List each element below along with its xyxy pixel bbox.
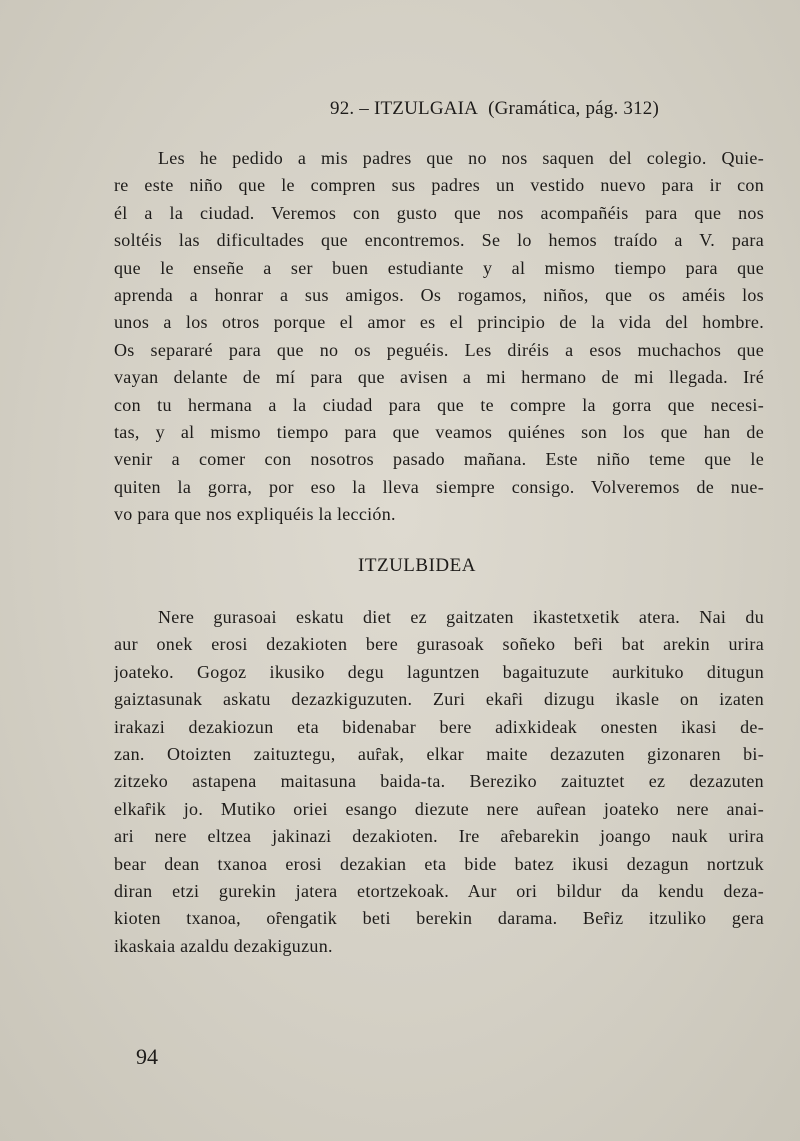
text-line: aur onek erosi dezakioten bere gurasoak soñeko beȓi bat arekin urira <box>114 634 764 655</box>
spanish-paragraph <box>114 145 764 529</box>
text-line: venir a comer con nosotros pasado mañana. Este niño teme que le <box>114 449 764 470</box>
text-line: unos a los otros porque el amor es el principio de la vida del hombre. <box>114 312 764 333</box>
text-line: irakazi dezakiozun eta bidenabar bere adixkideak onesten ikasi de- <box>114 716 764 737</box>
exercise-reference: (Gramática, pág. 312) <box>488 98 660 119</box>
text-line: diran etzi gurekin jatera etortzekoak. Aur ori bildur da kendu deza- <box>114 881 764 902</box>
text-line: quiten la gorra, por eso la lleva siempre consigo. Volveremos de nue- <box>114 476 764 497</box>
text-line: Les he pedido a mis padres que no nos saquen del colegio. Quie- <box>158 148 764 168</box>
text-line: bear dean txanoa erosi dezakian eta bide batez ikusi dezagun nortzuk <box>114 853 764 874</box>
text-line: zitzeko astapena maitasuna baida-ta. Bereziko zaituztet ez dezazuten <box>114 771 764 792</box>
text-line: Nere gurasoai eskatu diet ez gaitzaten ikastetxetik atera. Nai du <box>158 607 764 627</box>
text-line: vayan delante de mí para que avisen a mi hermano de mi llegada. Iré <box>114 367 764 388</box>
page-number: 94 <box>136 1044 158 1069</box>
text-line: tas, y al mismo tiempo para que veamos quiénes son los que han de <box>114 422 764 443</box>
text-line: vo para que nos expliquéis la lección. <box>114 504 396 525</box>
text-line: ikaskaia azaldu dezakiguzun. <box>114 935 333 956</box>
text-line: joateko. Gogoz ikusiko degu laguntzen bagaituzute aurkituko ditugun <box>114 661 764 682</box>
text-line: aprenda a honrar a sus amigos. Os rogamos, niños, que os améis los <box>114 285 764 306</box>
text-line: él a la ciudad. Veremos con gusto que nos acompañéis para que nos <box>114 202 764 223</box>
page-header <box>330 98 770 120</box>
text-line: elkaȓik jo. Mutiko oriei esango diezute nere auȓean joateko nere anai- <box>114 798 764 819</box>
text-line: gaiztasunak askatu dezazkiguzuten. Zuri ekaȓi dizugu ikasle on izaten <box>114 689 764 710</box>
exercise-title: 92. – ITZULGAIA <box>330 98 479 119</box>
text-line: ari nere eltzea jakinazi dezakioten. Ire aȓebarekin joango nauk urira <box>114 826 764 847</box>
text-line: soltéis las dificultades que encontremos. Se lo hemos traído a V. para <box>114 230 764 251</box>
section-heading: ITZULBIDEA <box>358 555 476 576</box>
basque-paragraph <box>114 604 764 960</box>
text-line: Os separaré para que no os peguéis. Les diréis a esos muchachos que <box>114 339 764 360</box>
text-line: zan. Otoizten zaituztegu, auȓak, elkar maite dezazuten gizonaren bi- <box>114 744 764 765</box>
text-line: re este niño que le compren sus padres un vestido nuevo para ir con <box>114 175 764 196</box>
text-line: kioten txanoa, oȓengatik beti berekin darama. Beȓiz itzuliko gera <box>114 908 764 929</box>
text-line: que le enseñe a ser buen estudiante y al mismo tiempo para que <box>114 257 764 278</box>
text-line: con tu hermana a la ciudad para que te compre la gorra que necesi- <box>114 394 764 415</box>
